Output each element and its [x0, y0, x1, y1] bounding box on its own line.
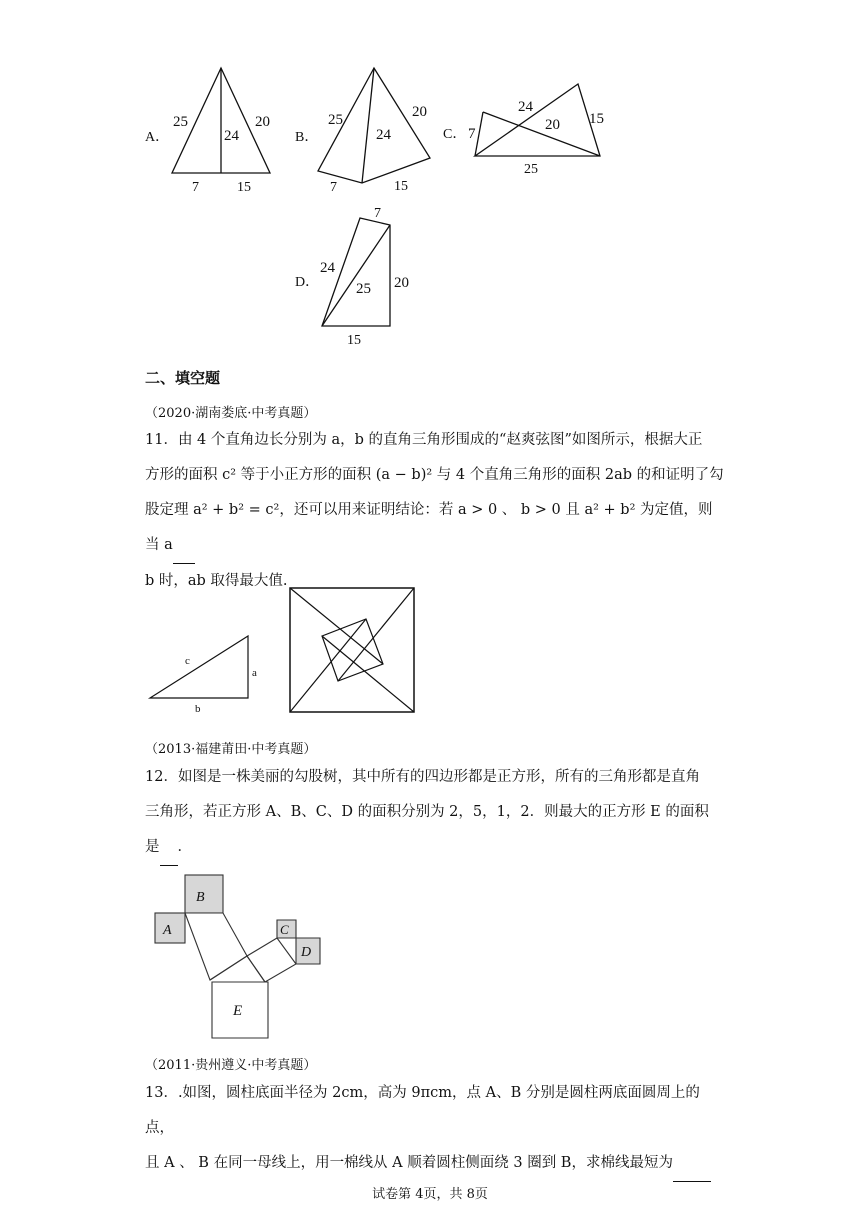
q12-line-3	[145, 830, 725, 866]
option-b-side-3: 24	[376, 127, 391, 143]
option-a-label: A．	[145, 130, 170, 145]
label-c: C	[280, 922, 289, 937]
q13-line-1: 13．.如图，圆柱底面半径为 2cm，高为 9πcm，点 A、B 分别是圆柱两底面圆周上的点，	[145, 1085, 700, 1136]
zhao-shuang-diagram	[290, 588, 414, 712]
q13-source: （2011·贵州遵义·中考真题）	[145, 1058, 317, 1073]
q13-line-2	[145, 1146, 725, 1182]
q13-text	[145, 1076, 725, 1182]
q12-text	[145, 760, 725, 866]
right-triangle-figure	[150, 636, 248, 698]
q11-answer-blank[interactable]	[173, 528, 195, 564]
option-a-side-4: 7	[192, 180, 199, 195]
q11-line-3	[145, 493, 725, 564]
tri-label-a: a	[252, 667, 257, 679]
q12-line-3-text: 是	[145, 839, 160, 855]
pythagorean-tree-figure	[150, 870, 330, 1040]
label-b: B	[196, 890, 205, 905]
tri-label-c: c	[185, 655, 190, 667]
q11-line-3-text: 股定理 a² + b² = c²，还可以用来证明结论：若 a > 0 、 b > 0 且 a² + b² 为定值，则当 a	[145, 502, 713, 553]
section-title: 二、填空题	[145, 369, 221, 387]
option-d-label: D．	[295, 275, 320, 290]
option-a-side-2: 20	[255, 114, 270, 130]
label-d: D	[301, 945, 312, 960]
square-right	[247, 938, 296, 982]
option-a-side-5: 15	[237, 180, 251, 195]
tri-label-b: b	[195, 703, 201, 715]
option-c-side-5: 25	[524, 162, 538, 177]
option-d-side-2: 24	[320, 260, 335, 276]
q12-answer-blank[interactable]	[160, 830, 178, 866]
q11-line-2: 方形的面积 c² 等于小正方形的面积 (a − b)² 与 4 个直角三角形的面积 2ab 的和证明了勾	[145, 467, 724, 483]
q12-line-1: 12．如图是一株美丽的勾股树，其中所有的四边形都是正方形，所有的三角形都是直角	[145, 769, 700, 785]
q11-text	[145, 423, 725, 599]
q12-source: （2013·福建莆田·中考真题）	[145, 742, 317, 757]
option-figures	[140, 60, 620, 350]
option-c-side-3: 20	[545, 117, 560, 133]
option-c-side-2: 24	[518, 99, 533, 115]
option-d-side-4: 20	[394, 275, 409, 291]
option-b-label: B．	[295, 130, 319, 145]
option-b-side-5: 15	[394, 179, 408, 194]
option-b-side-1: 25	[328, 112, 343, 128]
q11-line-1: 11．由 4 个直角边长分别为 a，b 的直角三角形围成的“赵爽弦图”如图所示，根据大正	[145, 432, 703, 448]
option-d-side-5: 15	[347, 333, 361, 348]
option-d-side-3: 25	[356, 281, 371, 297]
option-c-side-4: 15	[589, 111, 604, 127]
option-c-figure	[475, 84, 600, 156]
option-a-side-1: 25	[173, 114, 188, 130]
label-a: A	[163, 923, 172, 938]
q12-line-3-end: ．	[177, 839, 192, 855]
q12-line-2: 三角形，若正方形 A、B、C、D 的面积分别为 2，5，1，2．则最大的正方形 E 的面积	[145, 804, 709, 820]
option-d-side-1: 7	[374, 206, 381, 221]
q13-answer-blank[interactable]	[673, 1146, 711, 1182]
option-c-label: C．	[443, 127, 467, 142]
square-left	[185, 913, 247, 980]
q11-figures	[140, 585, 430, 720]
option-c-side-1: 7	[468, 126, 476, 142]
option-b-side-4: 7	[330, 180, 337, 195]
q11-source: （2020·湖南娄底·中考真题）	[145, 406, 317, 421]
page-footer: 试卷第 4页，共 8页	[372, 1187, 488, 1202]
option-b-side-2: 20	[412, 104, 427, 120]
label-e: E	[233, 1003, 243, 1019]
q11-line-4: b 时，ab 取得最大值.	[145, 573, 288, 589]
option-a-side-3: 24	[224, 128, 239, 144]
q13-line-2-text: 且 A 、 B 在同一母线上，用一棉线从 A 顺着圆柱侧面绕 3 圈到 B，求棉线最短为	[145, 1155, 673, 1171]
